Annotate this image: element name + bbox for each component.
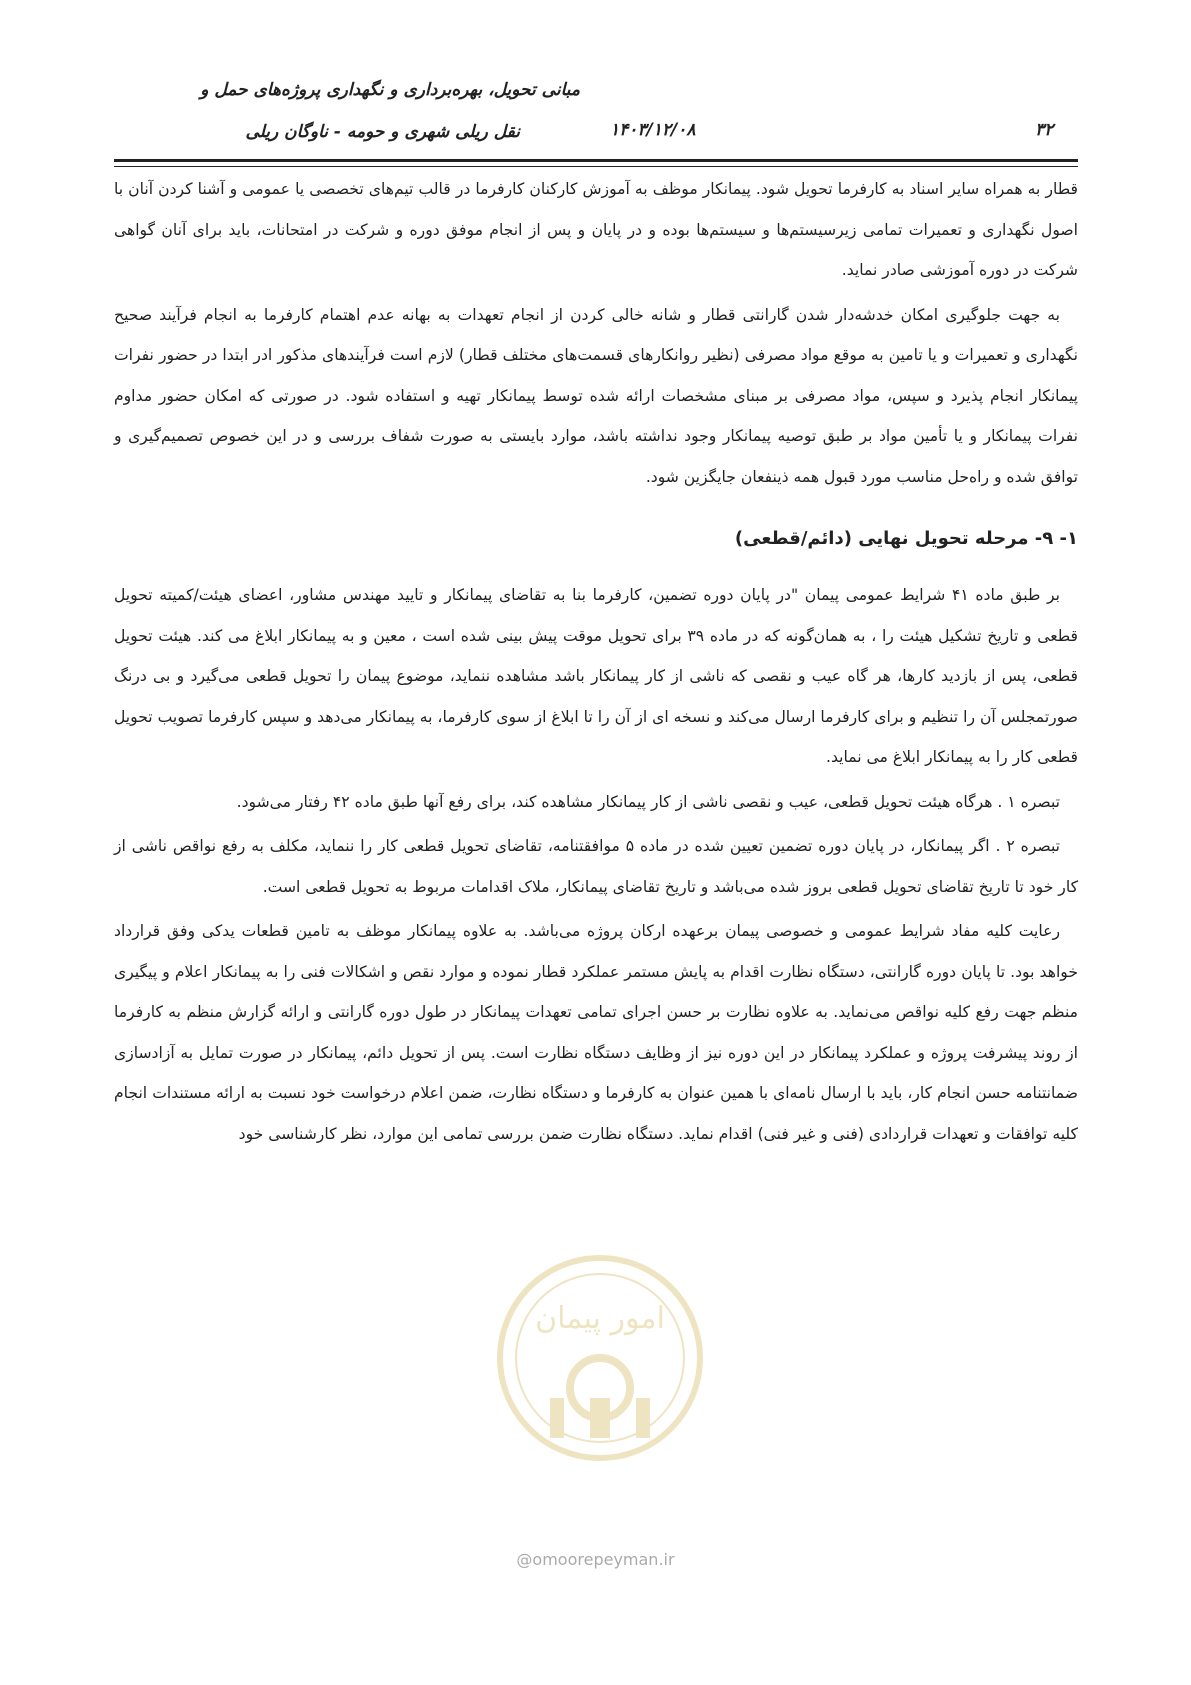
- paragraph-1: قطار به همراه سایر اسناد به کارفرما تحویل شود. پیمانکار موظف به آموزش کارکنان کارفرما در قالب تیم‌های تخصصی یا عمومی و آشنا کردن آنان با اصول نگهداری و تعمیرات تمامی زیرسیستم‌ها و سیستم‌ها بوده و در پایان و پس از انجام موفق دوره و شرکت در امتحانات، باید برای آنان گواهی شرکت در دوره آموزشی صادر نماید.: [114, 180, 1078, 279]
- paragraph-note-2: تبصره ۲ . اگر پیمانکار، در پایان دوره تضمین تعیین شده در ماده ۵ موافقتنامه، تقاضای تحویل قطعی کار را ننماید، مکلف به رفع نواقص ناشی از کار خود تا تاریخ تقاضای تحویل قطعی بروز شده می‌باشد و تاریخ تقاضای پیمانکار، ملاک اقدامات مربوط به تحویل قطعی است.: [114, 837, 1078, 896]
- header-date: ۱۴۰۳/۱۲/۰۸: [610, 120, 696, 140]
- watermark-site: @omoorepeyman.ir: [516, 1550, 675, 1569]
- header-rule-thin: [114, 166, 1078, 167]
- header-title-line2: نقل ریلی شهری و حومه - ناوگان ریلی: [245, 122, 520, 142]
- document-body: [114, 169, 1078, 1158]
- watermark-at-icon: @: [516, 1550, 533, 1569]
- paragraph-2: به جهت جلوگیری امکان خدشه‌دار شدن گارانتی قطار و شانه خالی کردن از انجام تعهدات به بهانه عدم اهتمام کارفرما به انجام فرآیند صحیح نگهداری و تعمیرات و یا تامین به موقع مواد مصرفی (نظیر روانکارهای قسمت‌های مختلف قطار) لازم است فرآیندهای مذکور ادر ابتدا در حضور نفرات پیمانکار انجام پذیرد و سپس، مواد مصرفی بر مبنای مشخصات ارائه شده توسط پیمانکار تهیه و استفاده شود. در صورتی که امکان حضور مداوم نفرات پیمانکار و یا تأمین مواد بر طبق توصیه پیمانکار وجود نداشته باشد، موارد بایستی به صورت شفاف بررسی و در این خصوص تصمیم‌گیری و توافق شده و راه‌حل مناسب مورد قبول همه ذینفعان جایگزین شود.: [114, 305, 1078, 486]
- paragraph-4: رعایت کلیه مفاد شرایط عمومی و خصوصی پیمان برعهده ارکان پروژه می‌باشد. به علاوه پیمانکار موظف به تامین قطعات یدکی وفق قرارداد خواهد بود. تا پایان دوره گارانتی، دستگاه نظارت اقدام به پایش مستمر عملکرد قطار نموده و موارد نقص و اشکالات فنی را به پیمانکار اعلام و پیگیری منظم جهت رفع کلیه نواقص می‌نماید. به علاوه نظارت بر حسن اجرای تمامی تعهدات پیمانکار در طول دوره گارانتی و ارائه گزارش منظم به کارفرما از روند پیشرفت پروژه و عملکرد پیمانکار در این دوره نیز از وظایف دستگاه نظارت است. پس از تحویل دائم، پیمانکار در صورت تمایل به آزادسازی ضمانتنامه حسن انجام کار، باید با ارسال نامه‌ای با همین عنوان به کارفرما و دستگاه نظارت، ضمن اعلام درخواست خود نسبت به ارائه مستندات انجام کلیه توافقات و تعهدات قراردادی (فنی و غیر فنی) اقدام نماید. دستگاه نظارت ضمن بررسی تمامی این موارد، نظر کارشناسی خود: [114, 922, 1078, 1143]
- page-number: ۳۲: [1035, 120, 1054, 140]
- watermark-logo-icon: [490, 1248, 710, 1468]
- paragraph-note-1: تبصره ۱ . هرگاه هیئت تحویل قطعی، عیب و نقصی ناشی از کار پیمانکار مشاهده کند، برای رفع آنها طبق ماده ۴۲ رفتار می‌شود.: [236, 792, 1060, 811]
- header-rule-thick: [114, 159, 1078, 162]
- watermark-logo-text: امور پیمان: [535, 1301, 665, 1336]
- section-heading: ۱- ۹- مرحله تحویل نهایی (دائم/قطعی): [734, 528, 1078, 549]
- header-title-line1: مبانی تحویل، بهره‌برداری و نگهداری پروژه‌های حمل و: [200, 80, 580, 100]
- paragraph-3: بر طبق ماده ۴۱ شرایط عمومی پیمان "در پایان دوره تضمین، کارفرما بنا به تقاضای پیمانکار و تایید مهندس مشاور، اعضای هیئت/کمیته تحویل قطعی و تاریخ تشکیل هیئت را ، به همان‌گونه که در ماده ۳۹ برای تحویل موقت پیش بینی شده است ، معین و به پیمانکار ابلاغ می کند. هیئت تحویل قطعی، پس از بازدید کارها، هر گاه عیب و نقصی که ناشی از کار پیمانکار باشد مشاهده ننماید، موضوع پیمان را تحویل قطعی می‌گیرد و بی درنگ صورتمجلس آن را تنظیم و برای کارفرما ارسال می‌کند و نسخه ای از آن را تا ابلاغ از سوی کارفرما، به پیمانکار می‌دهد و سپس کارفرما تصویب تحویل قطعی کار را به پیمانکار ابلاغ می نماید.: [114, 586, 1079, 766]
